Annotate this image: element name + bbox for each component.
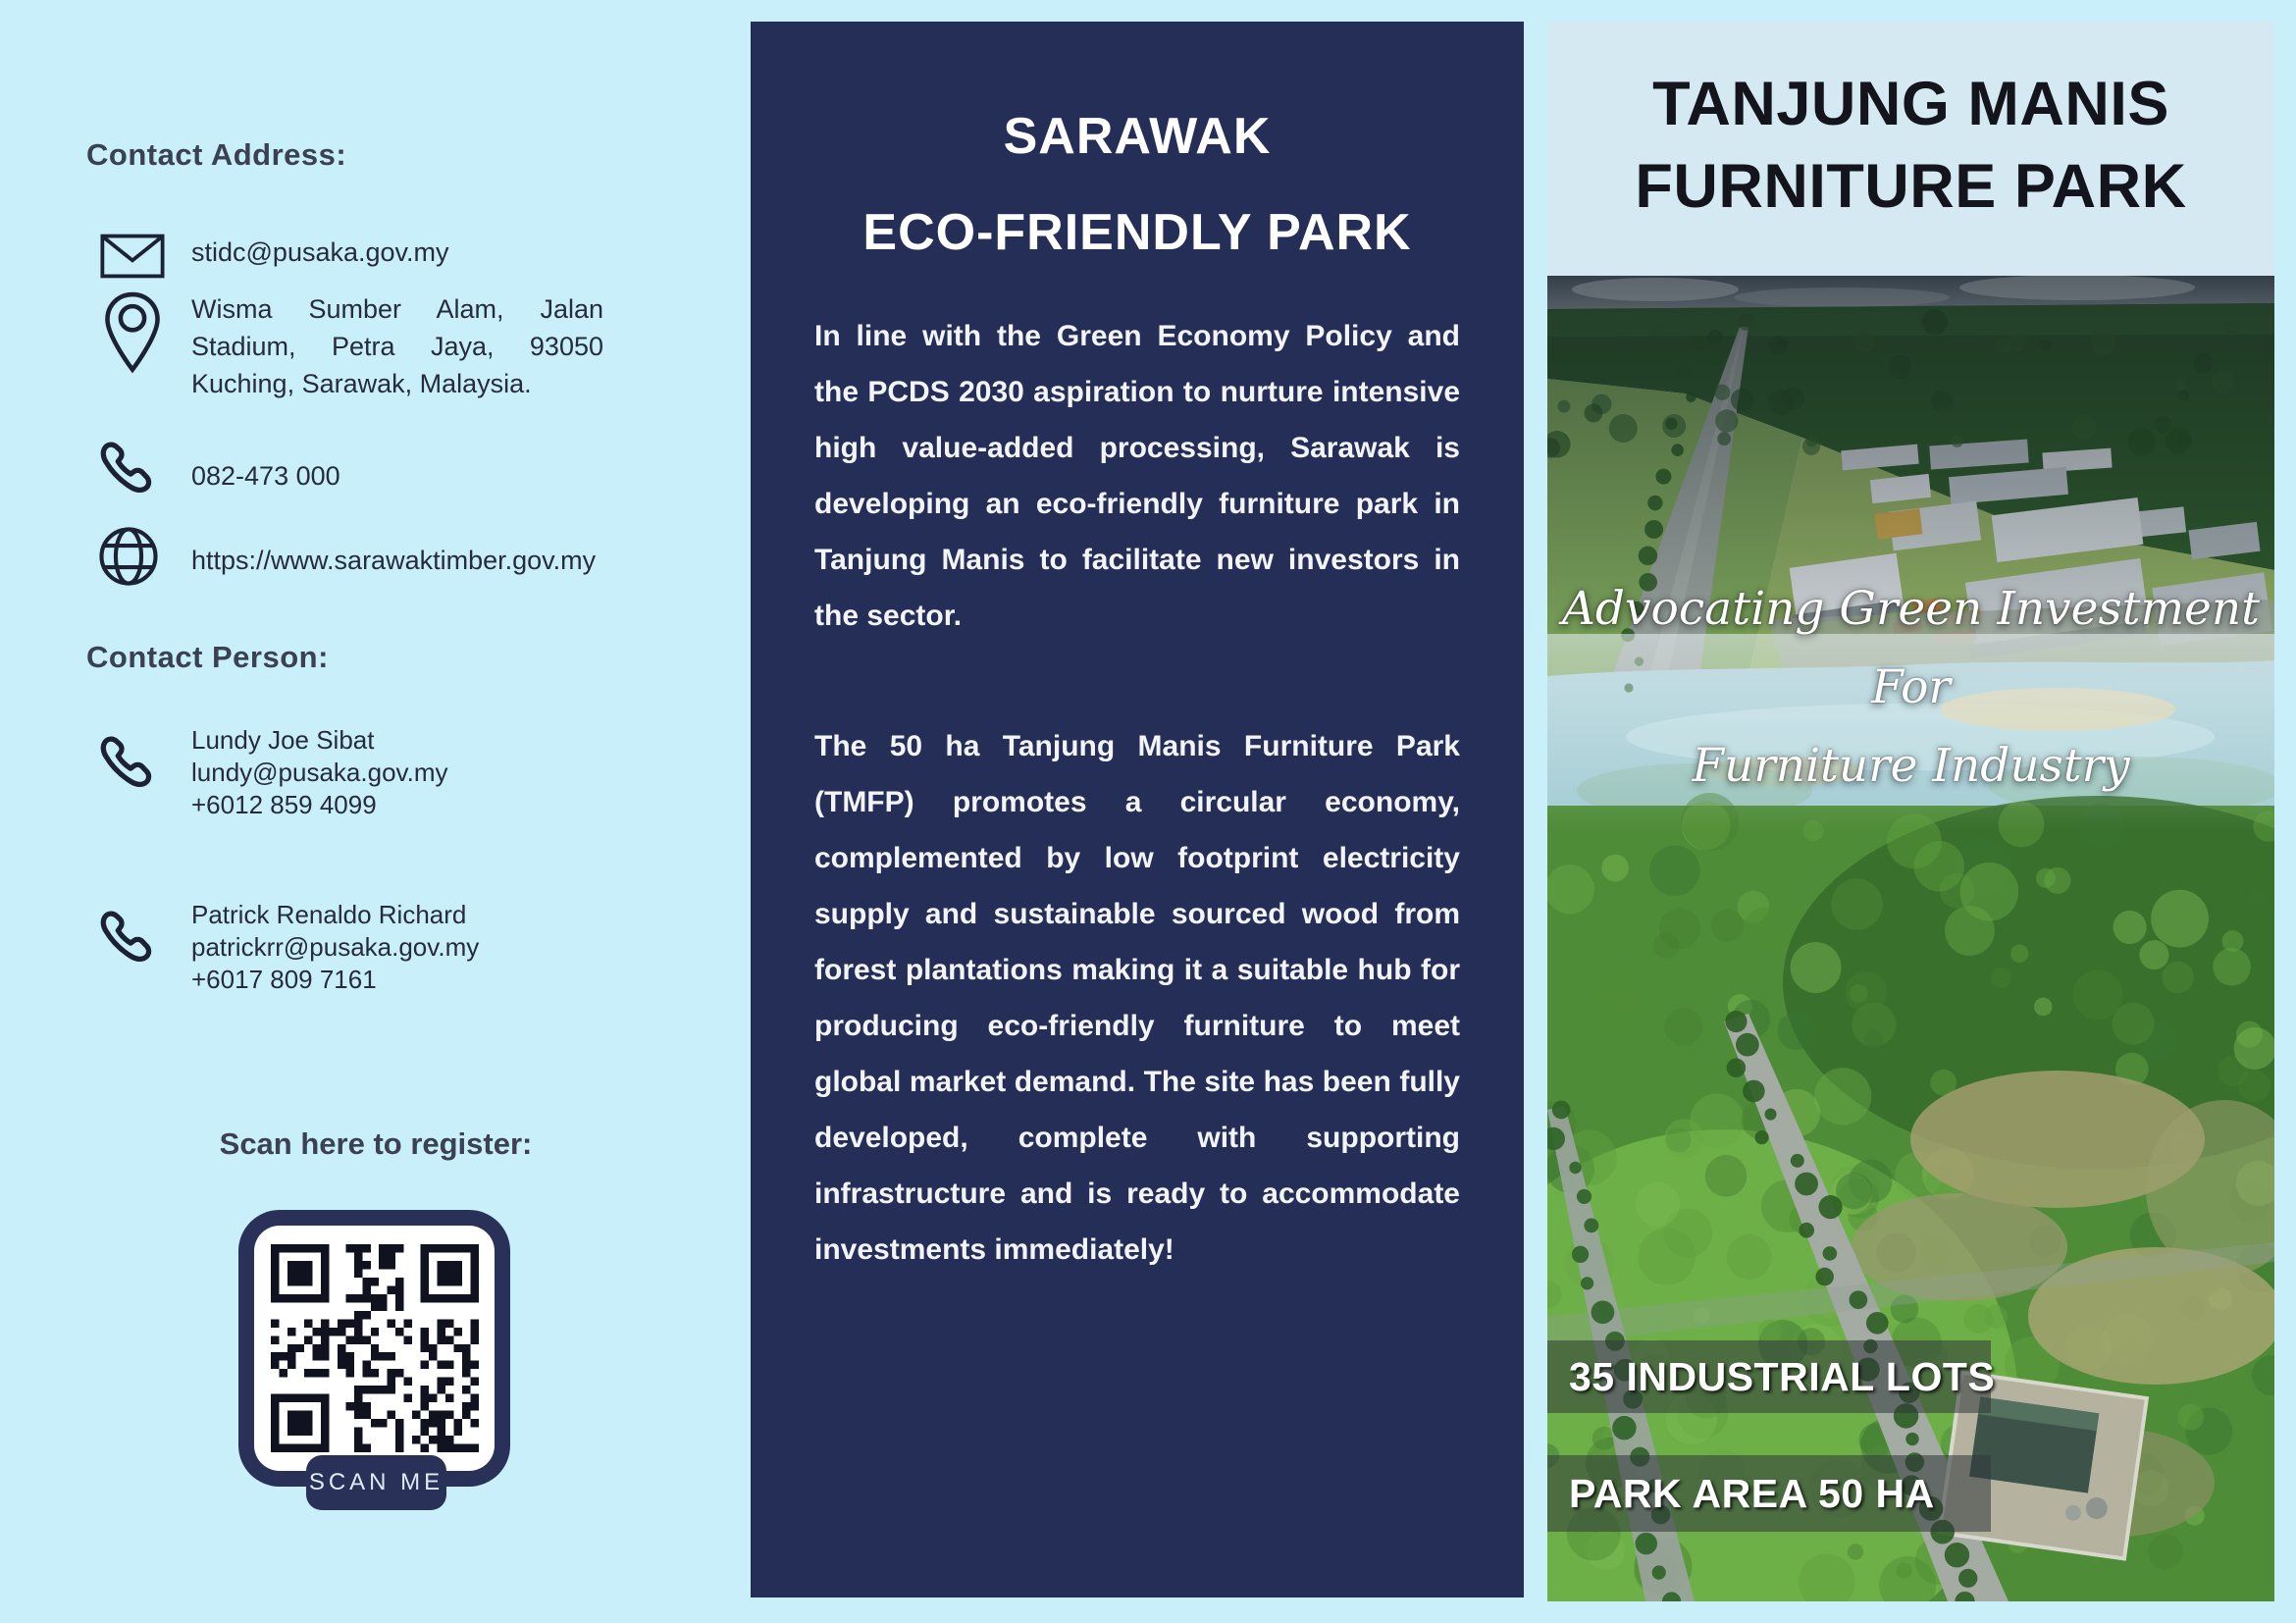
phone-number[interactable]: 082-473 000 xyxy=(191,461,340,491)
eco-park-body xyxy=(814,308,1460,1352)
furniture-park-title-line1: TANJUNG MANIS xyxy=(1652,70,2169,138)
industrial-lots-label: 35 INDUSTRIAL LOTS xyxy=(1569,1353,1996,1399)
scan-register-heading: Scan here to register: xyxy=(219,1126,533,1161)
phone-icon xyxy=(98,730,167,799)
scan-me-tag xyxy=(306,1455,446,1510)
eco-park-paragraph-1: In line with the Green Economy Policy and the PCDS 2030 aspiration to nurture intensive high value-added processing, Sarawak is developing an eco-friendly furniture park in Tanjung Manis to facilitate new investors in the sector. xyxy=(814,320,1460,632)
qr-code-inner xyxy=(254,1226,495,1471)
contact-email[interactable]: lundy@pusaka.gov.my xyxy=(191,758,448,787)
industrial-lots-badge xyxy=(1547,1340,1996,1413)
phone-icon xyxy=(98,436,167,504)
address-line: Wisma Sumber Alam, Jalan xyxy=(191,294,603,324)
photo-caption-line1: Advocating Green Investment For xyxy=(1561,582,2261,714)
eco-park-panel xyxy=(751,22,1524,1597)
park-area-badge xyxy=(1547,1455,1991,1532)
location-pin-icon xyxy=(100,290,165,375)
address-line: Stadium, Petra Jaya, 93050 xyxy=(191,332,603,361)
phone-icon xyxy=(98,905,167,973)
contact-phone[interactable]: +6017 809 7161 xyxy=(191,965,377,994)
contact-name: Lundy Joe Sibat xyxy=(191,725,375,755)
globe-icon xyxy=(96,524,161,589)
park-area-label: PARK AREA 50 HA xyxy=(1569,1470,1935,1516)
address-line: Kuching, Sarawak, Malaysia. xyxy=(191,369,532,398)
photo-caption-line2: Furniture Industry xyxy=(1692,739,2130,793)
eco-park-title-line2: ECO-FRIENDLY PARK xyxy=(862,204,1412,261)
contact-email[interactable]: patrickrr@pusaka.gov.my xyxy=(191,932,480,962)
email-icon xyxy=(98,222,167,290)
website-url[interactable]: https://www.sarawaktimber.gov.my xyxy=(191,546,597,575)
contact-person-heading: Contact Person: xyxy=(86,640,329,674)
eco-park-title-line1: SARAWAK xyxy=(1003,108,1272,165)
park-aerial-photo xyxy=(1547,276,2274,1601)
scan-me-label: SCAN ME xyxy=(308,1469,444,1495)
contact-panel xyxy=(0,0,751,1623)
furniture-park-panel xyxy=(1547,22,2274,1601)
qr-code[interactable] xyxy=(238,1210,510,1495)
qr-code-pattern xyxy=(271,1244,479,1452)
contact-phone[interactable]: +6012 859 4099 xyxy=(191,790,377,819)
eco-park-paragraph-2: The 50 ha Tanjung Manis Furniture Park (TMFP) promotes a circular economy, complemented by low footprint electricity supply and sustainable sourced wood from forest plantations making it a suitable hub for producing eco-friendly furniture to meet global market demand. The site has been fully developed, complete with supporting infrastructure and is ready to accommodate investments immediately! xyxy=(814,730,1460,1266)
contact-address-heading: Contact Address: xyxy=(86,137,347,172)
photo-caption xyxy=(1547,570,2274,806)
postal-address xyxy=(191,290,603,402)
furniture-park-title-line2: FURNITURE PARK xyxy=(1635,152,2187,221)
email-address[interactable]: stidc@pusaka.gov.my xyxy=(191,237,449,267)
furniture-park-title xyxy=(1547,63,2274,228)
contact-name: Patrick Renaldo Richard xyxy=(191,900,467,929)
eco-park-title xyxy=(751,88,1524,281)
